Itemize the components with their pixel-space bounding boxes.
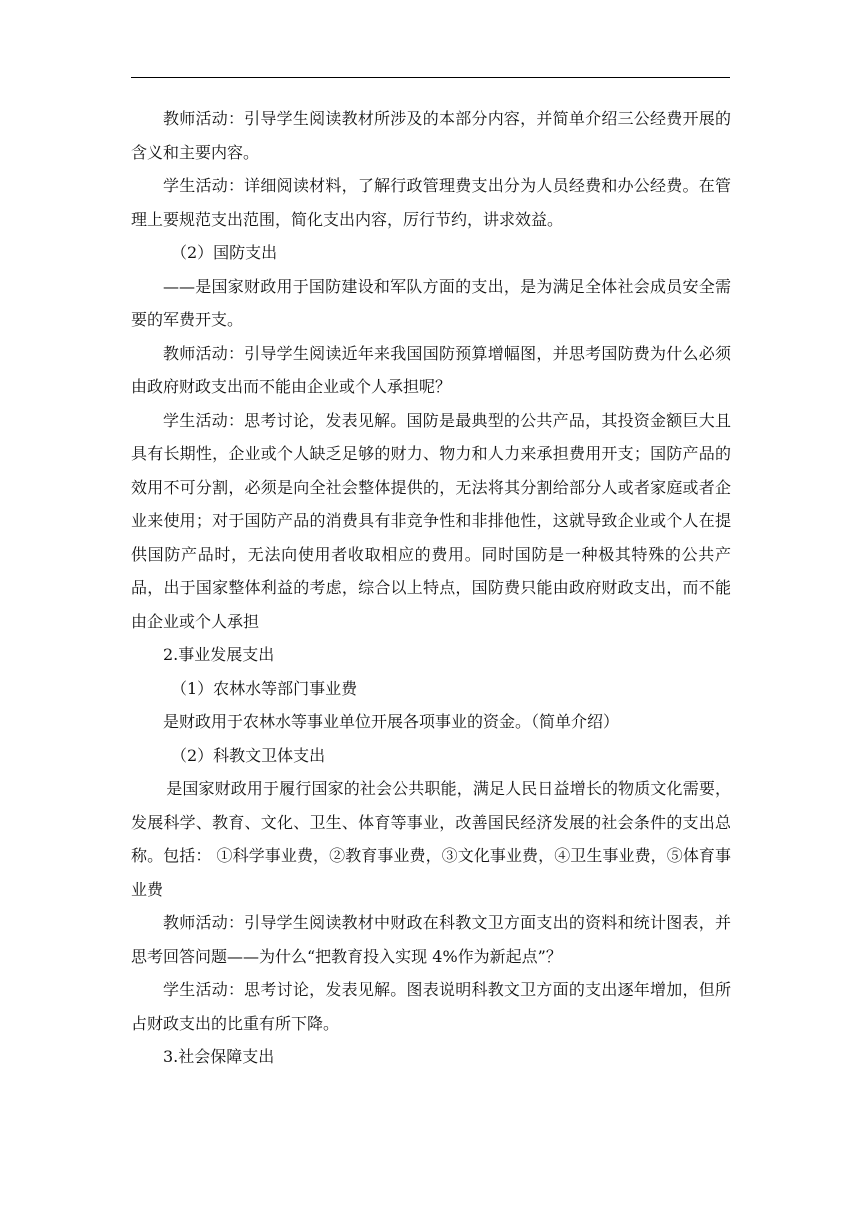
paragraph-teacher-activity-3: 教师活动：引导学生阅读教材中财政在科教文卫方面支出的资料和统计图表，并思考回答问题——为什么“把教育投入实现 4%作为新起点”？ xyxy=(131,913,731,966)
heading-science-education: （2）科教文卫体支出 xyxy=(171,745,326,765)
heading-social-security-expenditure: 3.社会保障支出 xyxy=(163,1047,275,1066)
paragraph-science-education-description: 是国家财政用于履行国家的社会公共职能，满足人民日益增长的物质文化需要，发展科学、教育、文化、卫生、体育等事业，改善国民经济发展的社会条件的支出总称。包括： ①科学事业费，②教育事业费，③文化事业费，④卫生事业费，⑤体育事业费 xyxy=(131,779,731,899)
paragraph-student-activity-2: 学生活动：思考讨论，发表见解。国防是最典型的公共产品，其投资金额巨大且具有长期性，企业或个人缺乏足够的财力、物力和人力来承担费用开支；国防产品的效用不可分割，必须是向全社会整体提供的，无法将其分割给部分人或者家庭或者企业来使用；对于国防产品的消费具有非竞争性和非排他性，这就导致企业或个人在提供国防产品时，无法向使用者收取相应的费用。同时国防是一种极其特殊的公共产品，出于国家整体利益的考虑，综合以上特点，国防费只能由政府财政支出，而不能由企业或个人承担 xyxy=(131,410,731,631)
paragraph-defense-definition: ——是国家财政用于国防建设和军队方面的支出，是为满足全体社会成员安全需要的军费开支。 xyxy=(131,276,731,329)
paragraph-teacher-activity-1: 教师活动：引导学生阅读教材所涉及的本部分内容，并简单介绍三公经费开展的含义和主要内容。 xyxy=(131,109,731,162)
header-rule xyxy=(131,77,730,78)
heading-defense-expenditure: （2）国防支出 xyxy=(171,243,278,262)
paragraph-teacher-activity-2: 教师活动：引导学生阅读近年来我国国防预算增幅图，并思考国防费为什么必须由政府财政支出而不能由企业或个人承担呢？ xyxy=(131,343,731,396)
heading-agriculture-expenses: （1）农林水等部门事业费 xyxy=(171,678,358,698)
document-body xyxy=(131,102,731,1074)
paragraph-student-activity-3: 学生活动：思考讨论，发表见解。图表说明科教文卫方面的支出逐年增加，但所占财政支出的比重有所下降。 xyxy=(131,980,731,1033)
heading-development-expenditure: 2.事业发展支出 xyxy=(163,645,275,664)
paragraph-student-activity-1: 学生活动：详细阅读材料，了解行政管理费支出分为人员经费和办公经费。在管理上要规范支出范围，简化支出内容，厉行节约，讲求效益。 xyxy=(131,176,731,229)
paragraph-agriculture-description: 是财政用于农林水等事业单位开展各项事业的资金。（简单介绍） xyxy=(163,712,620,731)
